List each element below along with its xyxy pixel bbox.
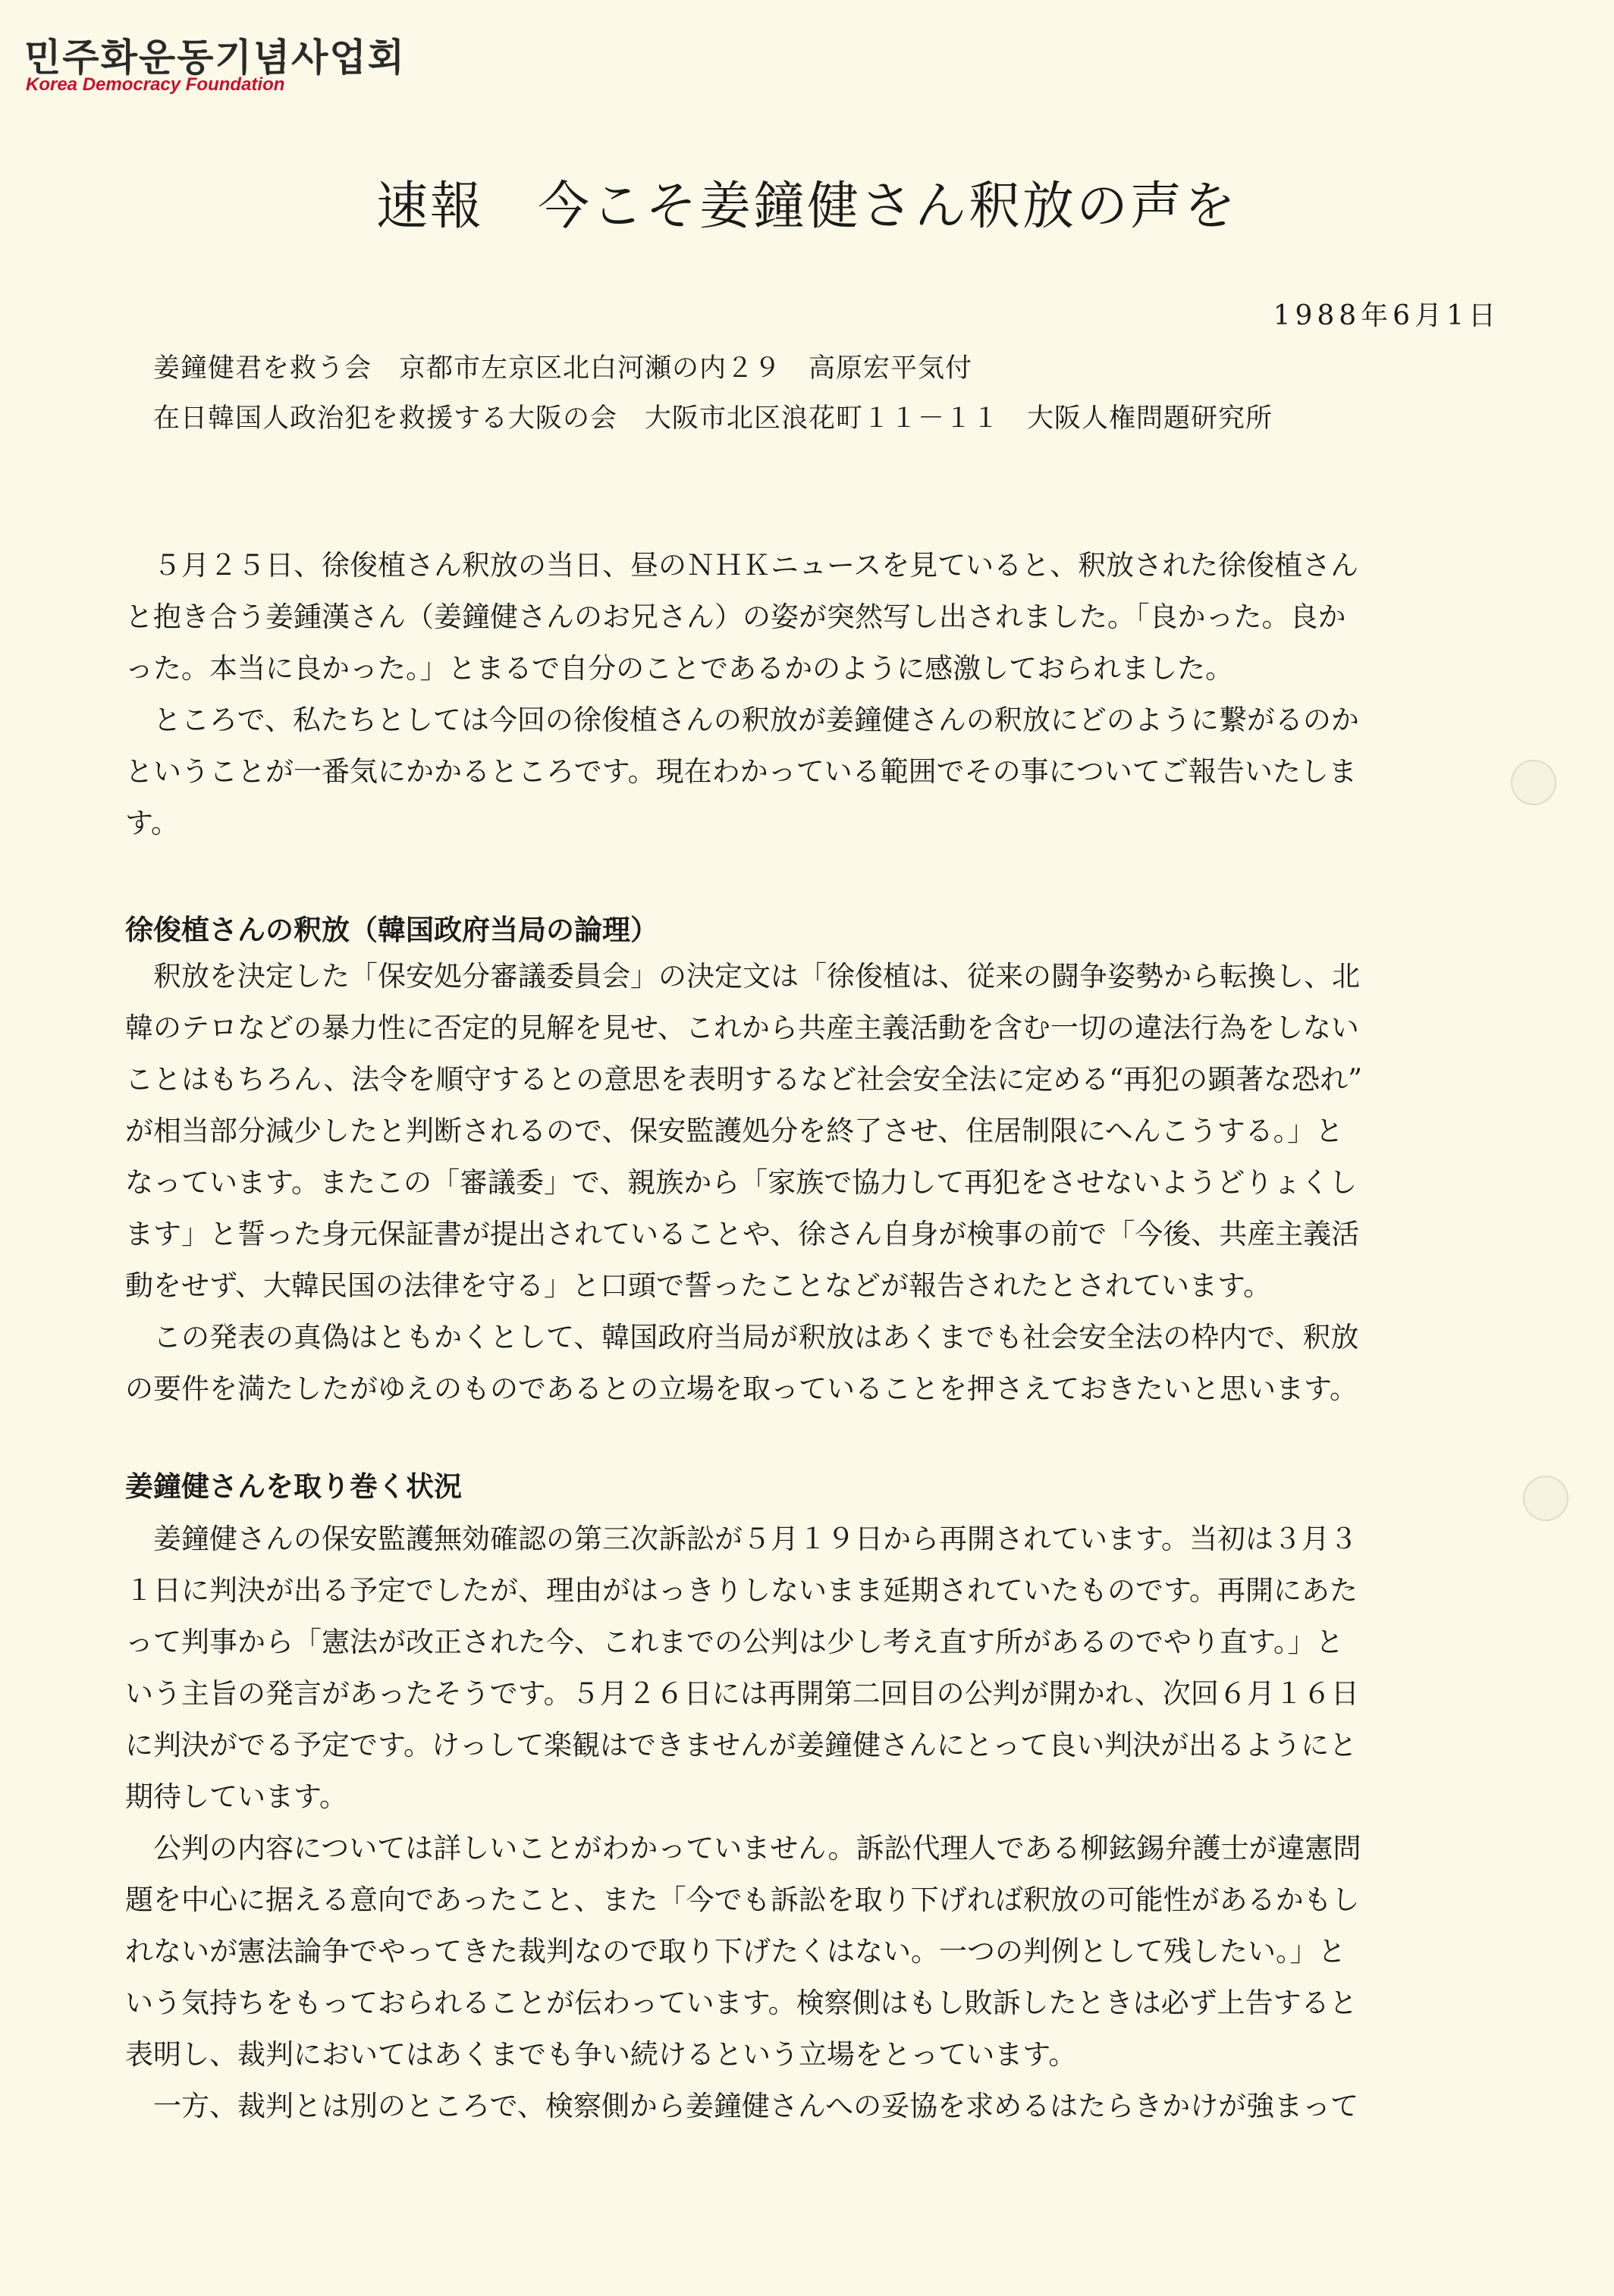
document-title: 速報 今こそ姜鐘健さん釈放の声を [375,177,1238,237]
text-line: 韓のテロなどの暴力性に否定的見解を見せ、これから共産主義活動を含む一切の違法行為をしない [125,1012,1359,1044]
text-line: 題を中心に据える意向であったこと、また「今でも訴訟を取り下げれば釈放の可能性があるかもし [125,1884,1360,1916]
text-line: の要件を満たしたがゆえのものであるとの立場を取っていることを押さえておきたいと思います。 [125,1372,1358,1405]
text-line: ます」と誓った身元保証書が提出されていることや、徐さん自身が検事の前で「今後、共産主義活 [125,1218,1360,1250]
text-line: ５月２５日、徐俊植さん釈放の当日、昼のＮＨＫニュースを見ていると、釈放された徐俊植さん [125,549,1359,582]
text-line: 公判の内容については詳しいことがわかっていません。訴訟代理人である柳鉉錫弁護士が違憲問 [125,1832,1361,1865]
foundation-logo-korean: 민주화운동기념사업회 [24,36,406,80]
text-line: いう気持ちをもっておられることが伝わっています。検察側はもし敗訴したときは必ず上告すると [125,1987,1358,2019]
text-line: す。 [125,807,180,839]
section-situation-body [125,1513,1513,2132]
text-line: １日に判決が出る予定でしたが、理由がはっきりしないまま延期されていたものです。再開にあた [125,1574,1358,1607]
organization-line-2: 在日韓国人政治犯を救援する大阪の会 大阪市北区浪花町１１－１１ 大阪人権問題研究所 [153,403,1273,434]
text-line: 動をせず、大韓民国の法律を守る」と口頭で誓ったことなどが報告されたとされています。 [125,1269,1272,1302]
text-line: ことはもちろん、法令を順守するとの意思を表明するなど社会安全法に定める“再犯の顕著な恐れ” [125,1063,1363,1096]
text-line: 姜鐘健さんの保安監護無効確認の第三次訴訟が５月１９日から再開されています。当初は３月３ [125,1523,1358,1555]
text-line: 一方、裁判とは別のところで、検察側から姜鐘健さんへの妥協を求めるはたらきかけが強まって [125,2090,1359,2122]
section-heading-situation: 姜鐘健さんを取り巻く状況 [125,1470,462,1503]
punch-hole [1511,760,1556,805]
text-line: れないが憲法論争でやってきた裁判なので取り下げたくはない。一つの判例として残したい。」と [125,1935,1346,1968]
text-line: 釈放を決定した「保安処分審議委員会」の決定文は「徐俊植は、従来の闘争姿勢から転換し、北 [125,960,1360,993]
text-line: いう主旨の発言があったそうです。５月２６日には再開第二回目の公判が開かれ、次回６月１６日 [125,1677,1359,1710]
intro-paragraph [125,540,1513,849]
section-heading-release: 徐俊植さんの釈放（韓国政府当局の論理） [125,913,658,946]
text-line: ということが一番気にかかるところです。現在わかっている範囲でその事についてご報告いたしま [125,755,1357,788]
text-line: って判事から「憲法が改正された今、これまでの公判は少し考え直す所があるのでやり直す。」と [125,1626,1344,1658]
text-line: 期待しています。 [125,1780,348,1813]
text-line: に判決がでる予定です。けっして楽観はできませんが姜鐘健さんにとって良い判決が出るようにと [125,1729,1358,1761]
text-line: ところで、私たちとしては今回の徐俊植さんの釈放が姜鐘健さんの釈放にどのように繋がるのか [125,704,1359,736]
text-line: が相当部分減少したと判断されるので、保安監護処分を終了させ、住居制限にへんこうする。」と [125,1115,1344,1147]
text-line: 表明し、裁判においてはあくまでも争い続けるという立場をとっています。 [125,2038,1077,2071]
text-line: と抱き合う姜鍾漢さん（姜鐘健さんのお兄さん）の姿が突然写し出されました。「良かった。良か [125,601,1346,633]
section-release-body [125,951,1513,1415]
organization-line-1: 姜鐘健君を救う会 京都市左京区北白河瀬の内２９ 高原宏平気付 [153,353,973,384]
document-date: 1988年6月1日 [1273,300,1500,331]
text-line: この発表の真偽はともかくとして、韓国政府当局が釈放はあくまでも社会安全法の枠内で、釈放 [125,1321,1359,1353]
text-line: なっています。またこの「審議委」で、親族から「家族で協力して再犯をさせないようどりょくし [125,1166,1358,1199]
foundation-logo-english: Korea Democracy Foundation [26,74,285,95]
punch-hole [1523,1476,1568,1521]
text-line: った。本当に良かった。」とまるで自分のことであるかのように感激しておられました。 [125,652,1234,685]
